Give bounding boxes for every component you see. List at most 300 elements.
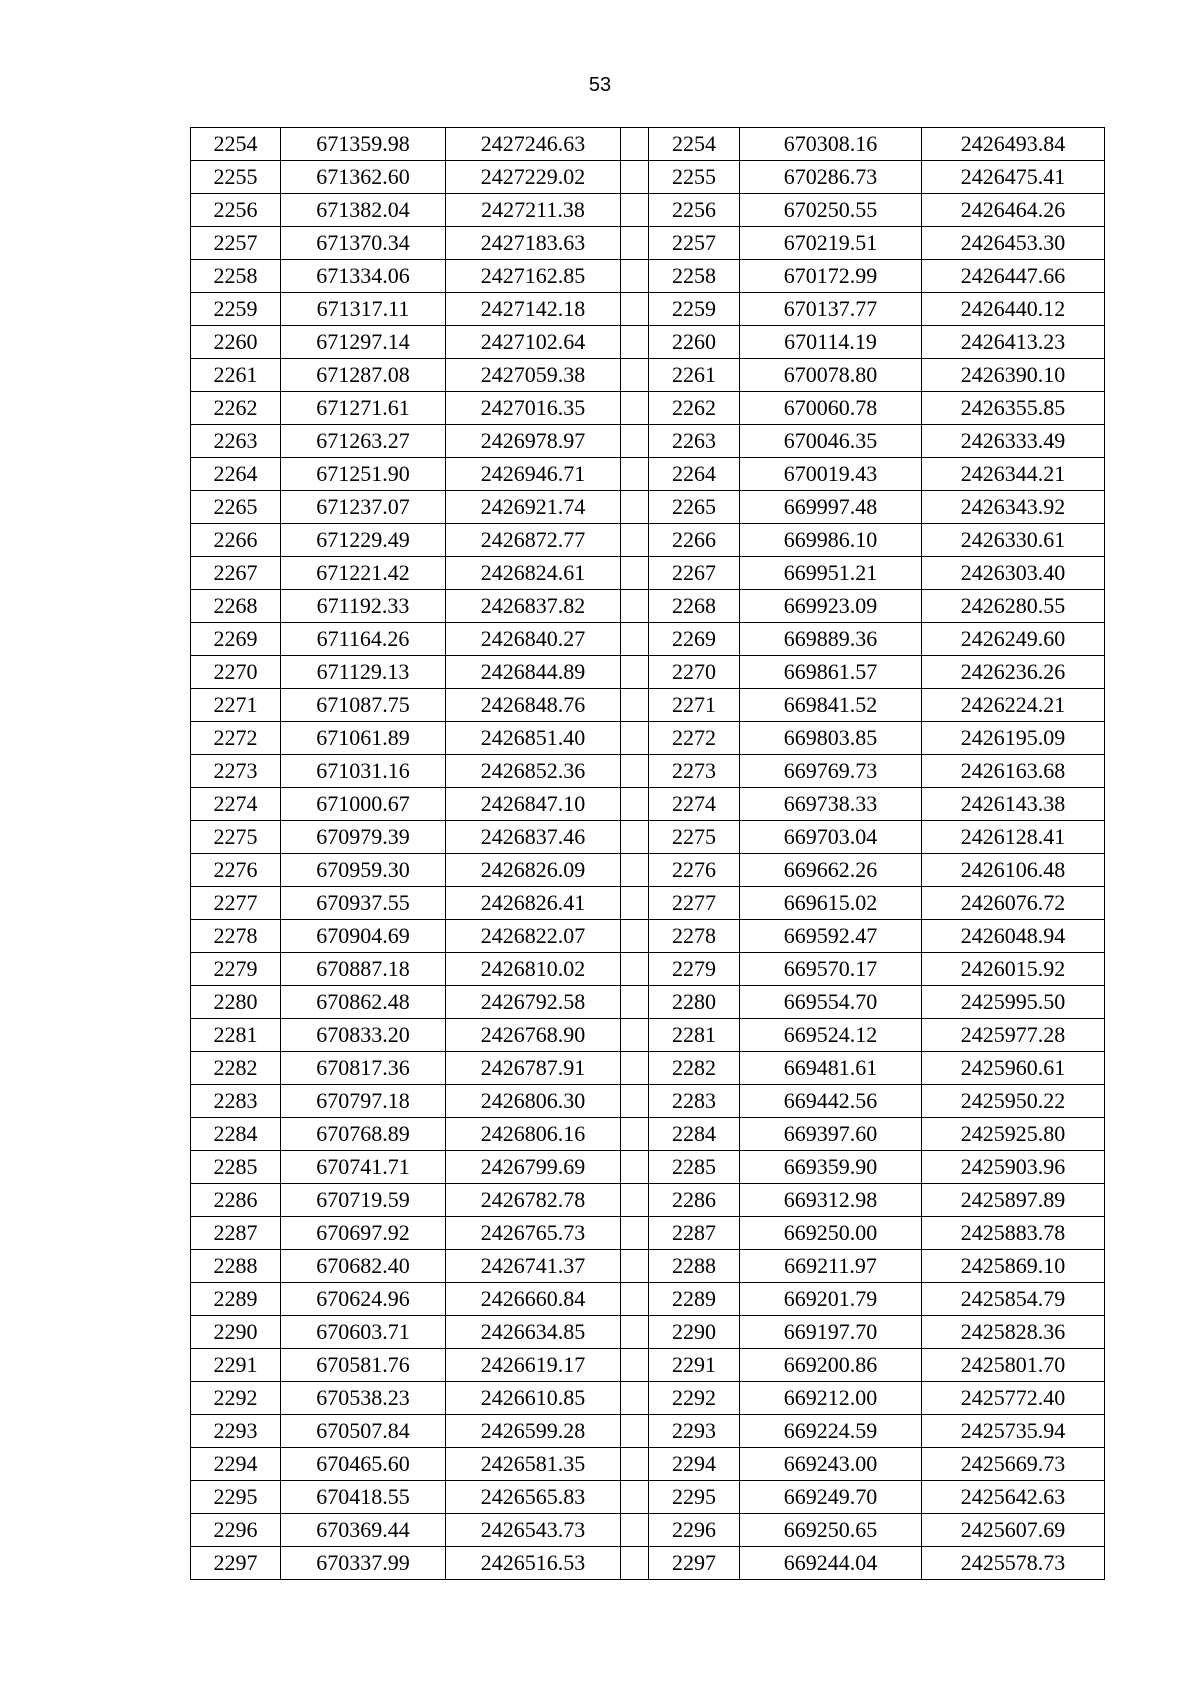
point-id-cell: 2262 (649, 392, 740, 425)
x-coordinate-cell: 670959.30 (281, 854, 446, 887)
y-coordinate-cell: 2426330.61 (922, 524, 1105, 557)
x-coordinate-cell: 670337.99 (281, 1547, 446, 1580)
spacer-cell (621, 1481, 649, 1514)
x-coordinate-cell: 670078.80 (740, 359, 922, 392)
point-id-cell: 2261 (191, 359, 281, 392)
point-id-cell: 2255 (649, 161, 740, 194)
spacer-cell (621, 656, 649, 689)
y-coordinate-cell: 2425772.40 (922, 1382, 1105, 1415)
y-coordinate-cell: 2427162.85 (446, 260, 621, 293)
x-coordinate-cell: 670979.39 (281, 821, 446, 854)
y-coordinate-cell: 2426660.84 (446, 1283, 621, 1316)
table-row (191, 1184, 1105, 1217)
spacer-cell (621, 854, 649, 887)
table-row (191, 1514, 1105, 1547)
x-coordinate-cell: 671370.34 (281, 227, 446, 260)
x-coordinate-cell: 669738.33 (740, 788, 922, 821)
y-coordinate-cell: 2427183.63 (446, 227, 621, 260)
y-coordinate-cell: 2426610.85 (446, 1382, 621, 1415)
spacer-cell (621, 887, 649, 920)
x-coordinate-cell: 670465.60 (281, 1448, 446, 1481)
point-id-cell: 2268 (649, 590, 740, 623)
table-row (191, 656, 1105, 689)
spacer-cell (621, 953, 649, 986)
y-coordinate-cell: 2426195.09 (922, 722, 1105, 755)
spacer-cell (621, 161, 649, 194)
x-coordinate-cell: 671297.14 (281, 326, 446, 359)
spacer-cell (621, 1184, 649, 1217)
y-coordinate-cell: 2427246.63 (446, 128, 621, 161)
y-coordinate-cell: 2426344.21 (922, 458, 1105, 491)
spacer-cell (621, 392, 649, 425)
y-coordinate-cell: 2426921.74 (446, 491, 621, 524)
x-coordinate-cell: 669243.00 (740, 1448, 922, 1481)
x-coordinate-cell: 669923.09 (740, 590, 922, 623)
x-coordinate-cell: 670697.92 (281, 1217, 446, 1250)
y-coordinate-cell: 2425854.79 (922, 1283, 1105, 1316)
y-coordinate-cell: 2426106.48 (922, 854, 1105, 887)
spacer-cell (621, 1514, 649, 1547)
point-id-cell: 2275 (191, 821, 281, 854)
point-id-cell: 2274 (649, 788, 740, 821)
point-id-cell: 2264 (649, 458, 740, 491)
point-id-cell: 2284 (649, 1118, 740, 1151)
y-coordinate-cell: 2425828.36 (922, 1316, 1105, 1349)
point-id-cell: 2267 (191, 557, 281, 590)
x-coordinate-cell: 670250.55 (740, 194, 922, 227)
x-coordinate-cell: 670581.76 (281, 1349, 446, 1382)
x-coordinate-cell: 670817.36 (281, 1052, 446, 1085)
y-coordinate-cell: 2426826.09 (446, 854, 621, 887)
point-id-cell: 2269 (649, 623, 740, 656)
point-id-cell: 2281 (649, 1019, 740, 1052)
table-row (191, 722, 1105, 755)
point-id-cell: 2279 (191, 953, 281, 986)
y-coordinate-cell: 2426787.91 (446, 1052, 621, 1085)
table-row (191, 392, 1105, 425)
x-coordinate-cell: 670624.96 (281, 1283, 446, 1316)
point-id-cell: 2266 (191, 524, 281, 557)
point-id-cell: 2293 (191, 1415, 281, 1448)
y-coordinate-cell: 2426076.72 (922, 887, 1105, 920)
table-row (191, 854, 1105, 887)
spacer-cell (621, 458, 649, 491)
spacer-cell (621, 1019, 649, 1052)
point-id-cell: 2260 (191, 326, 281, 359)
point-id-cell: 2260 (649, 326, 740, 359)
y-coordinate-cell: 2426837.46 (446, 821, 621, 854)
spacer-cell (621, 326, 649, 359)
table-row (191, 194, 1105, 227)
x-coordinate-cell: 670172.99 (740, 260, 922, 293)
y-coordinate-cell: 2426765.73 (446, 1217, 621, 1250)
x-coordinate-cell: 669244.04 (740, 1547, 922, 1580)
table-row (191, 755, 1105, 788)
point-id-cell: 2262 (191, 392, 281, 425)
spacer-cell (621, 293, 649, 326)
x-coordinate-cell: 670046.35 (740, 425, 922, 458)
point-id-cell: 2265 (649, 491, 740, 524)
point-id-cell: 2295 (649, 1481, 740, 1514)
point-id-cell: 2280 (649, 986, 740, 1019)
point-id-cell: 2294 (649, 1448, 740, 1481)
spacer-cell (621, 986, 649, 1019)
spacer-cell (621, 1382, 649, 1415)
x-coordinate-cell: 669524.12 (740, 1019, 922, 1052)
x-coordinate-cell: 670768.89 (281, 1118, 446, 1151)
point-id-cell: 2283 (649, 1085, 740, 1118)
table-row (191, 1316, 1105, 1349)
y-coordinate-cell: 2427102.64 (446, 326, 621, 359)
y-coordinate-cell: 2425669.73 (922, 1448, 1105, 1481)
point-id-cell: 2282 (191, 1052, 281, 1085)
spacer-cell (621, 425, 649, 458)
x-coordinate-cell: 669481.61 (740, 1052, 922, 1085)
y-coordinate-cell: 2426128.41 (922, 821, 1105, 854)
x-coordinate-cell: 669592.47 (740, 920, 922, 953)
spacer-cell (621, 1151, 649, 1184)
point-id-cell: 2271 (191, 689, 281, 722)
table-row (191, 1085, 1105, 1118)
point-id-cell: 2288 (191, 1250, 281, 1283)
spacer-cell (621, 788, 649, 821)
point-id-cell: 2286 (649, 1184, 740, 1217)
x-coordinate-cell: 670060.78 (740, 392, 922, 425)
point-id-cell: 2292 (649, 1382, 740, 1415)
y-coordinate-cell: 2427211.38 (446, 194, 621, 227)
point-id-cell: 2285 (191, 1151, 281, 1184)
x-coordinate-cell: 669442.56 (740, 1085, 922, 1118)
table-row (191, 1118, 1105, 1151)
x-coordinate-cell: 670308.16 (740, 128, 922, 161)
coordinates-table (190, 127, 1105, 1580)
y-coordinate-cell: 2425883.78 (922, 1217, 1105, 1250)
point-id-cell: 2259 (649, 293, 740, 326)
y-coordinate-cell: 2426741.37 (446, 1250, 621, 1283)
point-id-cell: 2273 (649, 755, 740, 788)
point-id-cell: 2275 (649, 821, 740, 854)
y-coordinate-cell: 2426799.69 (446, 1151, 621, 1184)
y-coordinate-cell: 2426837.82 (446, 590, 621, 623)
table-row (191, 359, 1105, 392)
point-id-cell: 2270 (191, 656, 281, 689)
y-coordinate-cell: 2426824.61 (446, 557, 621, 590)
y-coordinate-cell: 2426847.10 (446, 788, 621, 821)
point-id-cell: 2261 (649, 359, 740, 392)
table-row (191, 1382, 1105, 1415)
point-id-cell: 2283 (191, 1085, 281, 1118)
x-coordinate-cell: 670538.23 (281, 1382, 446, 1415)
table-row (191, 623, 1105, 656)
x-coordinate-cell: 671164.26 (281, 623, 446, 656)
y-coordinate-cell: 2426453.30 (922, 227, 1105, 260)
table-row (191, 524, 1105, 557)
x-coordinate-cell: 670719.59 (281, 1184, 446, 1217)
table-row (191, 293, 1105, 326)
x-coordinate-cell: 670369.44 (281, 1514, 446, 1547)
point-id-cell: 2276 (649, 854, 740, 887)
y-coordinate-cell: 2426872.77 (446, 524, 621, 557)
x-coordinate-cell: 669224.59 (740, 1415, 922, 1448)
x-coordinate-cell: 669200.86 (740, 1349, 922, 1382)
y-coordinate-cell: 2426848.76 (446, 689, 621, 722)
y-coordinate-cell: 2426581.35 (446, 1448, 621, 1481)
x-coordinate-cell: 669769.73 (740, 755, 922, 788)
table-row (191, 1415, 1105, 1448)
x-coordinate-cell: 669359.90 (740, 1151, 922, 1184)
y-coordinate-cell: 2426280.55 (922, 590, 1105, 623)
y-coordinate-cell: 2426493.84 (922, 128, 1105, 161)
spacer-cell (621, 128, 649, 161)
point-id-cell: 2284 (191, 1118, 281, 1151)
y-coordinate-cell: 2425897.89 (922, 1184, 1105, 1217)
point-id-cell: 2296 (649, 1514, 740, 1547)
y-coordinate-cell: 2426249.60 (922, 623, 1105, 656)
table-row (191, 425, 1105, 458)
x-coordinate-cell: 671087.75 (281, 689, 446, 722)
y-coordinate-cell: 2426343.92 (922, 491, 1105, 524)
x-coordinate-cell: 671129.13 (281, 656, 446, 689)
x-coordinate-cell: 671192.33 (281, 590, 446, 623)
y-coordinate-cell: 2426822.07 (446, 920, 621, 953)
y-coordinate-cell: 2425950.22 (922, 1085, 1105, 1118)
y-coordinate-cell: 2426440.12 (922, 293, 1105, 326)
y-coordinate-cell: 2426413.23 (922, 326, 1105, 359)
spacer-cell (621, 1415, 649, 1448)
y-coordinate-cell: 2426844.89 (446, 656, 621, 689)
y-coordinate-cell: 2426333.49 (922, 425, 1105, 458)
point-id-cell: 2281 (191, 1019, 281, 1052)
y-coordinate-cell: 2427059.38 (446, 359, 621, 392)
point-id-cell: 2254 (191, 128, 281, 161)
coordinates-table-body (191, 128, 1105, 1580)
x-coordinate-cell: 670887.18 (281, 953, 446, 986)
y-coordinate-cell: 2426806.16 (446, 1118, 621, 1151)
y-coordinate-cell: 2426048.94 (922, 920, 1105, 953)
spacer-cell (621, 194, 649, 227)
spacer-cell (621, 755, 649, 788)
table-row (191, 788, 1105, 821)
spacer-cell (621, 1316, 649, 1349)
y-coordinate-cell: 2426015.92 (922, 953, 1105, 986)
spacer-cell (621, 260, 649, 293)
x-coordinate-cell: 669570.17 (740, 953, 922, 986)
table-row (191, 458, 1105, 491)
spacer-cell (621, 491, 649, 524)
point-id-cell: 2256 (191, 194, 281, 227)
y-coordinate-cell: 2425977.28 (922, 1019, 1105, 1052)
point-id-cell: 2295 (191, 1481, 281, 1514)
x-coordinate-cell: 669397.60 (740, 1118, 922, 1151)
point-id-cell: 2256 (649, 194, 740, 227)
x-coordinate-cell: 670114.19 (740, 326, 922, 359)
y-coordinate-cell: 2425903.96 (922, 1151, 1105, 1184)
table-row (191, 1019, 1105, 1052)
point-id-cell: 2277 (649, 887, 740, 920)
point-id-cell: 2289 (649, 1283, 740, 1316)
point-id-cell: 2297 (649, 1547, 740, 1580)
x-coordinate-cell: 669211.97 (740, 1250, 922, 1283)
spacer-cell (621, 1085, 649, 1118)
table-row (191, 128, 1105, 161)
spacer-cell (621, 1349, 649, 1382)
point-id-cell: 2294 (191, 1448, 281, 1481)
x-coordinate-cell: 669662.26 (740, 854, 922, 887)
y-coordinate-cell: 2426599.28 (446, 1415, 621, 1448)
spacer-cell (621, 1052, 649, 1085)
y-coordinate-cell: 2426464.26 (922, 194, 1105, 227)
spacer-cell (621, 557, 649, 590)
x-coordinate-cell: 670137.77 (740, 293, 922, 326)
x-coordinate-cell: 671031.16 (281, 755, 446, 788)
table-row (191, 689, 1105, 722)
table-row (191, 1151, 1105, 1184)
x-coordinate-cell: 669250.00 (740, 1217, 922, 1250)
x-coordinate-cell: 669997.48 (740, 491, 922, 524)
table-row (191, 1481, 1105, 1514)
y-coordinate-cell: 2427142.18 (446, 293, 621, 326)
x-coordinate-cell: 671334.06 (281, 260, 446, 293)
y-coordinate-cell: 2426224.21 (922, 689, 1105, 722)
spacer-cell (621, 1118, 649, 1151)
y-coordinate-cell: 2426236.26 (922, 656, 1105, 689)
y-coordinate-cell: 2426543.73 (446, 1514, 621, 1547)
table-row (191, 590, 1105, 623)
y-coordinate-cell: 2426565.83 (446, 1481, 621, 1514)
spacer-cell (621, 590, 649, 623)
table-row (191, 1283, 1105, 1316)
point-id-cell: 2263 (649, 425, 740, 458)
table-row (191, 887, 1105, 920)
point-id-cell: 2289 (191, 1283, 281, 1316)
x-coordinate-cell: 670507.84 (281, 1415, 446, 1448)
y-coordinate-cell: 2426782.78 (446, 1184, 621, 1217)
point-id-cell: 2265 (191, 491, 281, 524)
y-coordinate-cell: 2426978.97 (446, 425, 621, 458)
x-coordinate-cell: 669861.57 (740, 656, 922, 689)
point-id-cell: 2270 (649, 656, 740, 689)
point-id-cell: 2269 (191, 623, 281, 656)
x-coordinate-cell: 671221.42 (281, 557, 446, 590)
x-coordinate-cell: 670286.73 (740, 161, 922, 194)
x-coordinate-cell: 671382.04 (281, 194, 446, 227)
x-coordinate-cell: 670603.71 (281, 1316, 446, 1349)
point-id-cell: 2279 (649, 953, 740, 986)
y-coordinate-cell: 2426634.85 (446, 1316, 621, 1349)
point-id-cell: 2278 (191, 920, 281, 953)
point-id-cell: 2266 (649, 524, 740, 557)
x-coordinate-cell: 669554.70 (740, 986, 922, 1019)
table-row (191, 920, 1105, 953)
table-row (191, 1547, 1105, 1580)
x-coordinate-cell: 671362.60 (281, 161, 446, 194)
y-coordinate-cell: 2425607.69 (922, 1514, 1105, 1547)
x-coordinate-cell: 669201.79 (740, 1283, 922, 1316)
point-id-cell: 2276 (191, 854, 281, 887)
y-coordinate-cell: 2425960.61 (922, 1052, 1105, 1085)
point-id-cell: 2287 (649, 1217, 740, 1250)
y-coordinate-cell: 2425578.73 (922, 1547, 1105, 1580)
table-row (191, 1052, 1105, 1085)
point-id-cell: 2272 (649, 722, 740, 755)
point-id-cell: 2254 (649, 128, 740, 161)
point-id-cell: 2291 (649, 1349, 740, 1382)
x-coordinate-cell: 671287.08 (281, 359, 446, 392)
y-coordinate-cell: 2427016.35 (446, 392, 621, 425)
spacer-cell (621, 821, 649, 854)
spacer-cell (621, 623, 649, 656)
table-row (191, 227, 1105, 260)
point-id-cell: 2286 (191, 1184, 281, 1217)
x-coordinate-cell: 669951.21 (740, 557, 922, 590)
x-coordinate-cell: 670833.20 (281, 1019, 446, 1052)
x-coordinate-cell: 670904.69 (281, 920, 446, 953)
x-coordinate-cell: 669312.98 (740, 1184, 922, 1217)
y-coordinate-cell: 2425801.70 (922, 1349, 1105, 1382)
point-id-cell: 2297 (191, 1547, 281, 1580)
x-coordinate-cell: 670741.71 (281, 1151, 446, 1184)
point-id-cell: 2288 (649, 1250, 740, 1283)
page-number: 53 (588, 74, 612, 96)
spacer-cell (621, 524, 649, 557)
table-row (191, 557, 1105, 590)
x-coordinate-cell: 670219.51 (740, 227, 922, 260)
y-coordinate-cell: 2426447.66 (922, 260, 1105, 293)
spacer-cell (621, 689, 649, 722)
point-id-cell: 2268 (191, 590, 281, 623)
point-id-cell: 2271 (649, 689, 740, 722)
y-coordinate-cell: 2426810.02 (446, 953, 621, 986)
x-coordinate-cell: 671237.07 (281, 491, 446, 524)
x-coordinate-cell: 669212.00 (740, 1382, 922, 1415)
x-coordinate-cell: 670797.18 (281, 1085, 446, 1118)
table-row (191, 326, 1105, 359)
table-row (191, 491, 1105, 524)
y-coordinate-cell: 2426163.68 (922, 755, 1105, 788)
point-id-cell: 2255 (191, 161, 281, 194)
y-coordinate-cell: 2426792.58 (446, 986, 621, 1019)
x-coordinate-cell: 670418.55 (281, 1481, 446, 1514)
point-id-cell: 2282 (649, 1052, 740, 1085)
point-id-cell: 2290 (191, 1316, 281, 1349)
y-coordinate-cell: 2426143.38 (922, 788, 1105, 821)
x-coordinate-cell: 670019.43 (740, 458, 922, 491)
point-id-cell: 2272 (191, 722, 281, 755)
point-id-cell: 2280 (191, 986, 281, 1019)
point-id-cell: 2267 (649, 557, 740, 590)
point-id-cell: 2264 (191, 458, 281, 491)
x-coordinate-cell: 669889.36 (740, 623, 922, 656)
spacer-cell (621, 1547, 649, 1580)
y-coordinate-cell: 2426806.30 (446, 1085, 621, 1118)
x-coordinate-cell: 669249.70 (740, 1481, 922, 1514)
x-coordinate-cell: 671317.11 (281, 293, 446, 326)
y-coordinate-cell: 2425925.80 (922, 1118, 1105, 1151)
y-coordinate-cell: 2426768.90 (446, 1019, 621, 1052)
x-coordinate-cell: 671251.90 (281, 458, 446, 491)
table-row (191, 161, 1105, 194)
point-id-cell: 2263 (191, 425, 281, 458)
point-id-cell: 2273 (191, 755, 281, 788)
x-coordinate-cell: 671000.67 (281, 788, 446, 821)
y-coordinate-cell: 2426516.53 (446, 1547, 621, 1580)
x-coordinate-cell: 671271.61 (281, 392, 446, 425)
x-coordinate-cell: 671359.98 (281, 128, 446, 161)
point-id-cell: 2277 (191, 887, 281, 920)
y-coordinate-cell: 2426619.17 (446, 1349, 621, 1382)
point-id-cell: 2292 (191, 1382, 281, 1415)
spacer-cell (621, 920, 649, 953)
